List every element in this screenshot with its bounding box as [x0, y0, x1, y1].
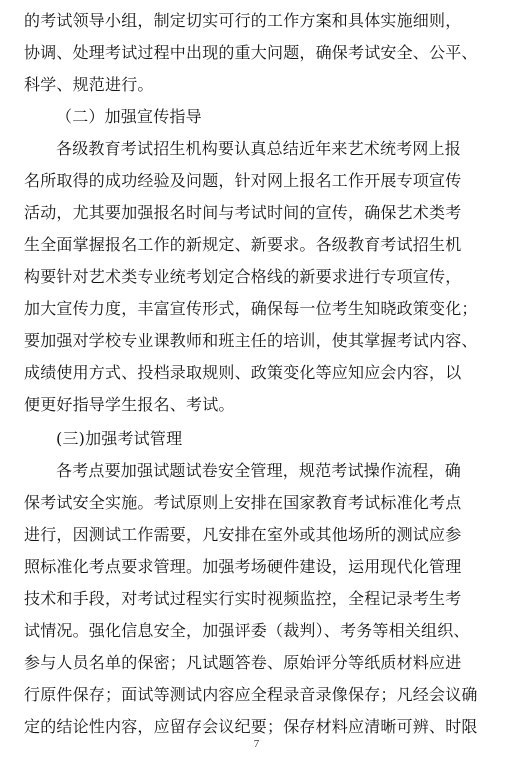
body-text-line: 协调、处理考试过程中出现的重大问题，确保考试安全、公平、	[24, 43, 478, 62]
body-text-line: 生全面掌握报名工作的新规定、新要求。各级教育考试招生机	[24, 235, 462, 254]
body-text-line: 便更好指导学生报名、考试。	[24, 395, 235, 414]
body-text-line: 各考点要加强试题试卷安全管理，规范考试操作流程，确	[56, 461, 462, 480]
body-text-line: 科学、规范进行。	[24, 75, 154, 94]
body-text-line: 活动，尤其要加强报名时间与考试时间的宣传，确保艺术类考	[24, 203, 462, 222]
body-text-line: 各级教育考试招生机构要认真总结近年来艺术统考网上报	[56, 139, 462, 158]
body-text-line: 参与人员名单的保密；凡试题答卷、原始评分等纸质材料应进	[24, 653, 462, 672]
body-text-line: 行原件保存；面试等测试内容应全程录音录像保存；凡经会议确	[24, 685, 478, 704]
body-text-line: 试情况。强化信息安全，加强评委（裁判）、考务等相关组织、	[24, 621, 470, 640]
body-text-line: 要加强对学校专业课教师和班主任的培训，使其掌握考试内容、	[24, 331, 478, 350]
body-text-line: 定的结论性内容，应留存会议纪要；保存材料应清晰可辨、时限	[24, 717, 478, 736]
body-text-line: 加大宣传力度，丰富宣传形式，确保每一位考生知晓政策变化；	[24, 299, 478, 318]
section-heading-3: (三)加强考试管理	[56, 429, 183, 448]
body-text-line: 的考试领导小组，制定切实可行的工作方案和具体实施细则，	[24, 11, 462, 30]
body-text-line: 技术和手段，对考试过程实行实时视频监控，全程记录考生考	[24, 589, 462, 608]
body-text-line: 成绩使用方式、投档录取规则、政策变化等应知应会内容，以	[24, 363, 462, 382]
body-text-line: 进行，因测试工作需要，凡安排在室外或其他场所的测试应参	[24, 525, 462, 544]
page-number: 7	[253, 738, 260, 750]
body-text-line: 构要针对艺术类专业统考划定合格线的新要求进行专项宣传，	[24, 267, 462, 286]
section-heading-2: （二）加强宣传指导	[56, 107, 202, 126]
body-text-line: 保考试安全实施。考试原则上安排在国家教育考试标准化考点	[24, 493, 462, 512]
body-text-line: 名所取得的成功经验及问题，针对网上报名工作开展专项宣传	[24, 171, 462, 190]
body-text-line: 照标准化考点要求管理。加强考场硬件建设，运用现代化管理	[24, 557, 462, 576]
